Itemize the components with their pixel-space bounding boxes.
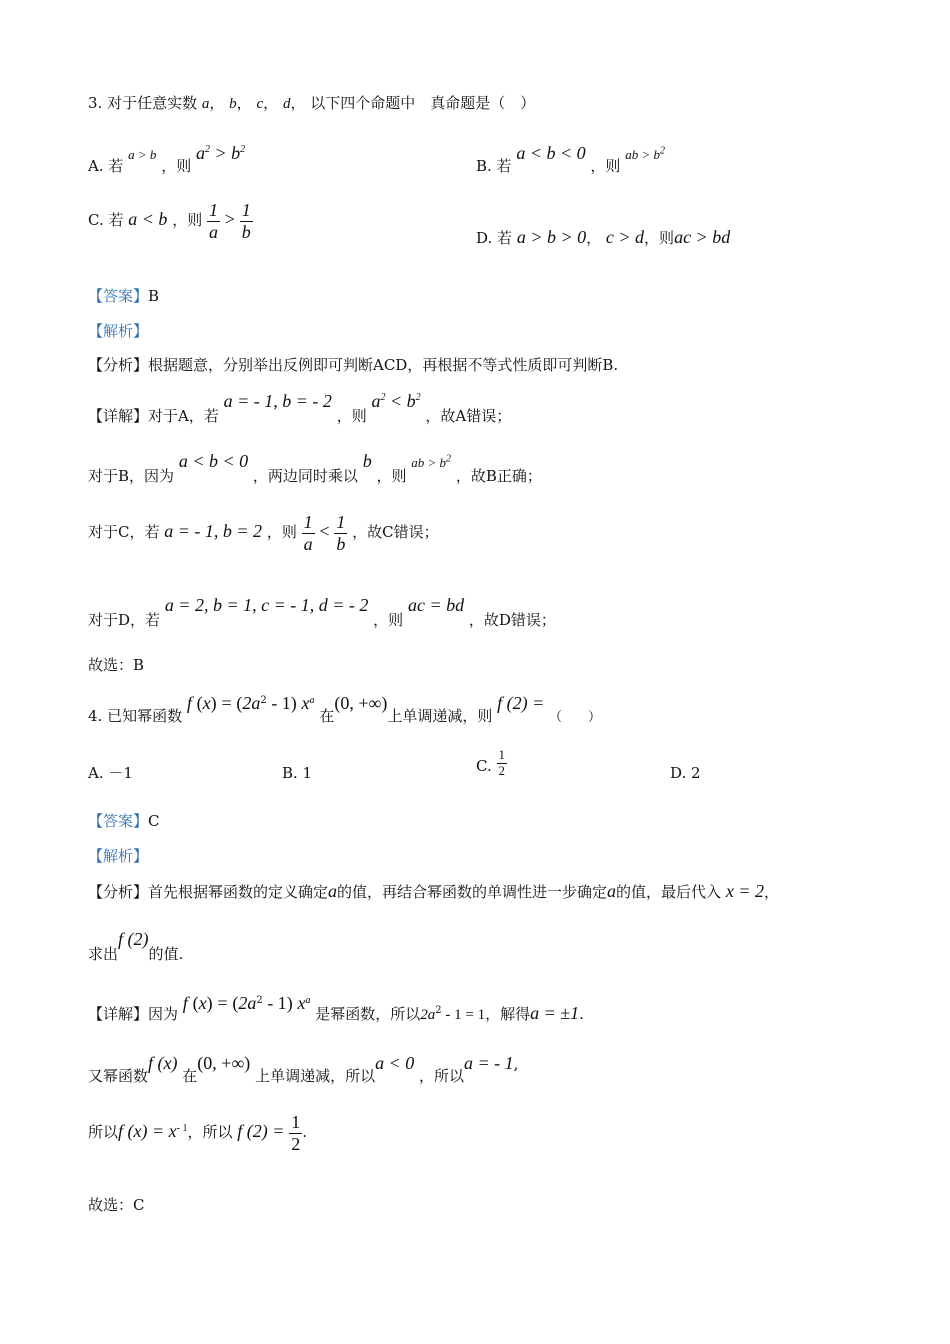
q3-d1-math: a = - 1, b = - 2	[223, 391, 332, 411]
q4-stem-m1: - 1	[266, 693, 291, 713]
q3-stem-var-a: a	[201, 96, 210, 112]
q4-detail-3	[88, 1112, 307, 1154]
q3-d3-frac-b	[334, 512, 347, 554]
q4-optC-frac	[497, 748, 508, 779]
q3-stem-var-d: d	[282, 96, 291, 112]
q4-d1-end: .	[579, 1005, 584, 1023]
q4-fenxi-f2: f (2)	[118, 929, 149, 949]
q3-d3-pre: 对于C，若	[88, 523, 160, 542]
q3-detail-d	[88, 595, 556, 629]
q4-fenxi-4: ，	[763, 883, 779, 901]
q4-d3-den: 2	[291, 1133, 301, 1154]
q3-d3-post: ，故C错误；	[352, 523, 439, 542]
q3-d1-res-lt: <	[385, 391, 407, 411]
q3-optC-den-a: a	[209, 221, 218, 242]
q4-fenxi-a2: a	[607, 881, 617, 901]
q4-d1-mid: 是幂函数，所以	[315, 1005, 421, 1023]
q3-detail-a: 【详解】对于A，若 a = - 1, b = - 2 ，则 $a^2 < b^2$ ，故A错误；	[88, 391, 512, 425]
q3-d3-math: a = - 1, b = 2	[164, 521, 263, 542]
q4-stem-f2: f (2) =	[497, 693, 545, 713]
q3-stem-text: 3. 对于任意实数	[88, 94, 198, 112]
q3-d1-res-b: b	[406, 391, 416, 411]
q3-stem-sep-3: ，	[263, 94, 279, 112]
q4-d1-m1: - 1	[262, 993, 287, 1013]
q3-d3-frac-a	[302, 512, 315, 554]
q4-stem-xa: x	[301, 693, 310, 713]
q4-d1-coef: 2a	[238, 993, 257, 1013]
q4-detail-2	[88, 1053, 519, 1085]
q4-option-a: A. －1	[88, 764, 133, 782]
q4-detail-1: 【详解】因为 f $(x) = (2a^2 - 1)$ $x^a$ 是幂函数，所以$2a^2 - 1 = 1$，解得a = ±1.	[88, 993, 584, 1023]
q3-d2-res: ab > b	[411, 455, 447, 470]
q3-d2-mid: ，两边同时乘以	[252, 467, 358, 485]
q3-optC-then: ，则	[172, 211, 203, 230]
q4-d1-eqn-a: 2a	[420, 1007, 436, 1023]
q3-d3-mid: ，则	[266, 523, 297, 542]
q4-fenxi-1: 【分析】首先根据幂函数的定义确定	[88, 883, 329, 901]
q3-answer-value: B	[148, 287, 160, 305]
q3-optA-label: A. 若	[88, 157, 124, 175]
q3-optB-label: B. 若	[476, 157, 512, 175]
q4-fenxi-3: 的值，最后代入	[616, 883, 722, 901]
q4-d1-xa: x	[297, 993, 306, 1013]
q4-optC-label: C.	[476, 757, 492, 776]
q3-optD-cond2: c > d	[605, 227, 645, 247]
q3-d4-res: ac = bd	[407, 595, 465, 615]
q3-d3-den-a: a	[303, 533, 313, 554]
q3-optD-sep: ，	[586, 229, 602, 247]
q3-stem-var-c: c	[256, 96, 264, 112]
q4-d3-fx: f (x) = x	[118, 1121, 177, 1142]
q3-d3-den-b: b	[336, 533, 346, 554]
q4-stem-pre: 4. 已知幂函数	[88, 707, 183, 725]
q4-fenxi-line1	[88, 882, 779, 900]
q3-optA-res-gt: >	[210, 143, 232, 163]
q4-answer	[88, 814, 160, 829]
q4-fenxi-a1: a	[328, 881, 338, 901]
q3-optD-cond1: a > b > 0	[516, 227, 587, 247]
q4-stem-x: x	[202, 693, 211, 713]
q3-optA-res-a: a	[196, 143, 206, 163]
q3-optB-then: ，则	[590, 157, 621, 175]
q4-d1-res: a = ±1	[530, 1003, 580, 1023]
q3-optB-cond: a < b < 0	[516, 143, 586, 163]
q4-answer-tag: 【答案】	[88, 812, 149, 830]
q4-stem-eq: =	[221, 693, 232, 713]
q4-option-b: B. 1	[282, 764, 313, 782]
q3-optC-num-1: 1	[209, 200, 218, 220]
q4-d2-interval: (0, +∞)	[197, 1053, 251, 1073]
q3-d2-math: a < b < 0	[178, 451, 249, 471]
q3-d3-lt: <	[319, 521, 330, 542]
q4-stem-coef: 2a	[242, 693, 261, 713]
q4-d1-pre: 【详解】因为	[88, 1005, 179, 1023]
q4-optC-num: 1	[498, 747, 505, 762]
q3-option-b: B. 若 a < b < 0 ，则 ab > $b^2$	[476, 143, 665, 175]
q3-stem-sep-1: ，	[209, 94, 225, 112]
q3-optC-frac-a	[207, 200, 220, 242]
q4-d2-res: a = - 1	[464, 1053, 514, 1073]
q3-d3-num-1: 1	[303, 512, 313, 532]
q3-stem-sep-4: ，	[290, 94, 306, 112]
q3-stem-var-b: b	[229, 96, 237, 112]
q3-detail-c	[88, 512, 439, 554]
q4-stem-in: 在	[319, 707, 335, 725]
q4-stem-paren: （ ）	[549, 710, 602, 725]
q4-optC-den: 2	[498, 762, 505, 778]
q4-stem-interval: (0, +∞)	[334, 693, 388, 713]
q3-option-d	[476, 228, 730, 246]
q3-answer-tag: 【答案】	[88, 287, 149, 305]
q3-fenxi: 【分析】根据题意，分别举出反例即可判断ACD，再根据不等式性质即可判断B.	[88, 356, 619, 374]
q3-d2-then: ，则	[376, 467, 407, 485]
q3-optC-gt: >	[224, 209, 235, 230]
q4-fenxi-line2	[88, 929, 184, 963]
q3-optD-label: D. 若	[476, 229, 513, 247]
q4-analysis-tag: 【解析】	[88, 847, 149, 865]
q4-d1-f: f	[182, 993, 188, 1013]
q3-d4-pre: 对于D，若	[88, 611, 161, 629]
q3-d2-b: b	[362, 451, 372, 471]
q3-optB-res: ab > b	[625, 147, 660, 162]
q3-optD-then: ，则	[644, 229, 675, 247]
q4-fenxi-x2: x = 2	[725, 881, 764, 901]
q4-option-d: D. 2	[670, 764, 701, 782]
q4-conclusion: 故选：C	[88, 1196, 145, 1214]
q4-d3-f2: f (2) =	[237, 1121, 285, 1142]
q3-optA-cond: a > b	[128, 147, 157, 162]
q4-stem-mid: 上单调递减，则	[387, 707, 493, 725]
q3-optD-res: ac > bd	[674, 227, 731, 247]
q4-d3-pre: 所以	[88, 1123, 119, 1142]
q4-d3-num: 1	[291, 1112, 301, 1132]
q4-d3-exp: - 1	[176, 1123, 188, 1135]
q4-fenxi-5: 求出	[88, 945, 119, 963]
q3-d3-num-2: 1	[336, 512, 346, 532]
q4-answer-value: C	[148, 812, 160, 830]
q4-stem-exp-a: a	[309, 695, 315, 706]
q3-d1-res-a: a	[371, 391, 381, 411]
q3-optA-then: ，则	[161, 157, 192, 175]
q4-d2-in: 在	[182, 1067, 198, 1085]
q3-option-a: A. 若 a > b ，则 $a^2 > b^2$	[88, 143, 246, 175]
q4-option-c	[476, 748, 507, 779]
q3-d1-mid: ，则	[336, 407, 367, 425]
q4-d2-a0: a < 0	[375, 1053, 415, 1073]
q4-d1-x: x	[198, 993, 207, 1013]
q3-d1-pre: 【详解】对于A，若	[88, 407, 219, 425]
q4-d2-end: ,	[513, 1055, 519, 1073]
q3-optC-label: C. 若	[88, 211, 124, 230]
q4-stem: 4. 已知幂函数 f $(x) = (2a^2 - 1)$ $x^a$ 在(0, +∞)上单调递减，则 f (2) = （ ）	[88, 693, 602, 725]
q4-d3-so: ，所以	[187, 1123, 233, 1142]
q4-d1-eq: =	[217, 993, 228, 1013]
q3-stem-sep-2: ，	[236, 94, 252, 112]
q3-optC-num-2: 1	[241, 200, 251, 220]
q4-stem-f: f	[186, 693, 192, 713]
q4-d1-eqn-b: - 1 = 1	[441, 1007, 486, 1023]
q4-d2-pre: 又幂函数	[88, 1067, 149, 1085]
q3-detail-b: 对于B，因为 a < b < 0 ，两边同时乘以 b ，则 ab > $b^2$ ，故B正确；	[88, 451, 542, 485]
q3-d4-post: ，故D错误；	[468, 611, 556, 629]
q4-fenxi-6: 的值.	[148, 945, 184, 963]
q4-d3-frac	[289, 1112, 302, 1154]
q4-fenxi-2: 的值，再结合幂函数的单调性进一步确定	[337, 883, 608, 901]
q4-d2-mid: 上单调递减，所以	[255, 1067, 376, 1085]
q4-d2-fx: f (x)	[148, 1053, 178, 1073]
q3-stem-rest: 以下四个命题中 真命题是（ ）	[310, 94, 536, 112]
q3-optA-res-b: b	[231, 143, 241, 163]
q3-d2-pre: 对于B，因为	[88, 467, 175, 485]
q3-d2-post: ，故B正确；	[455, 467, 542, 485]
q3-optC-den-b: b	[241, 221, 251, 242]
q3-optC-cond: a < b	[128, 209, 168, 230]
q4-d1-solve: ，解得	[485, 1005, 531, 1023]
q3-optC-frac-b	[240, 200, 253, 242]
q4-d2-so: ，所以	[419, 1067, 465, 1085]
q3-d1-post: ，故A错误；	[425, 407, 512, 425]
q4-d1-exp-a: a	[305, 995, 311, 1006]
q3-conclusion: 故选：B	[88, 656, 145, 674]
q3-analysis-tag: 【解析】	[88, 322, 149, 340]
q3-answer	[88, 289, 159, 304]
q3-option-c	[88, 200, 253, 242]
q3-stem	[88, 96, 535, 112]
q4-d3-end: .	[302, 1123, 307, 1142]
q3-d4-math: a = 2, b = 1, c = - 1, d = - 2	[164, 595, 369, 615]
q3-d4-mid: ，则	[373, 611, 404, 629]
